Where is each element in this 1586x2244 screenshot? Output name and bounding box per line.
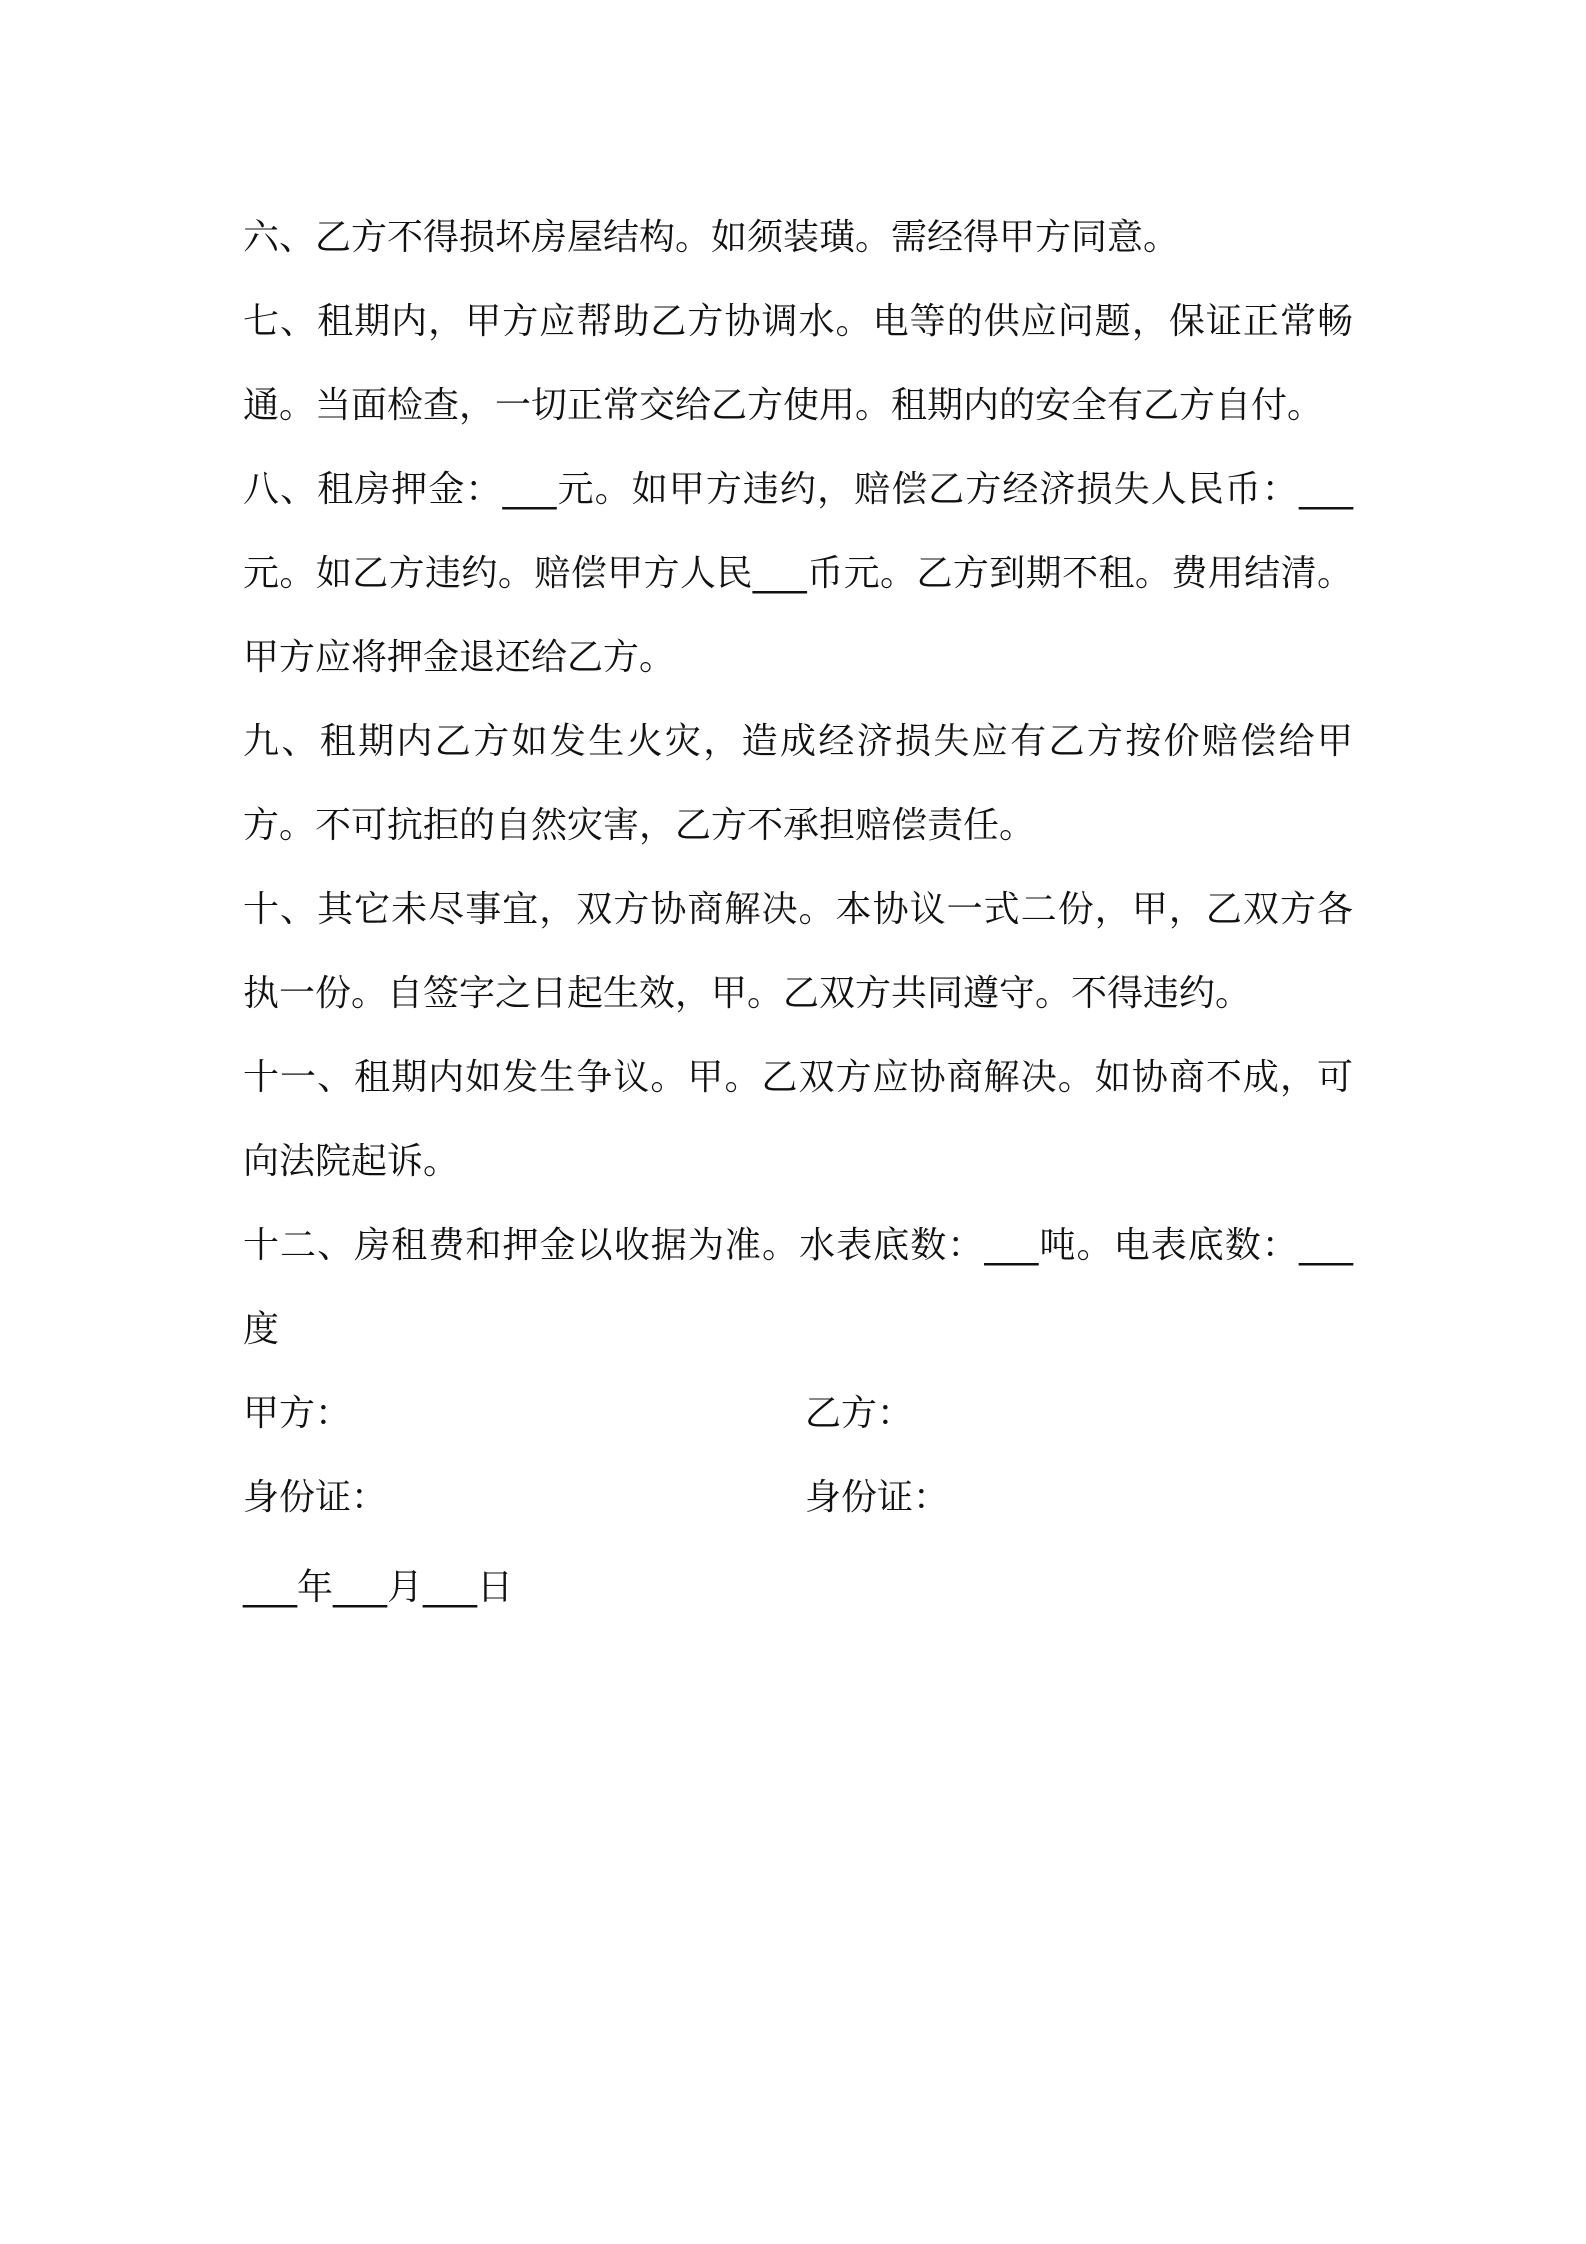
clause-6: 六、乙方不得损坏房屋结构。如须装璜。需经得甲方同意。: [243, 217, 1180, 258]
clause-8: 八、租房押金：___元。如甲方违约，赔偿乙方经济损失人民币：___元。如乙方违约。赔偿甲方人民___币元。乙方到期不租。费用结清。甲方应将押金退还给乙方。: [243, 469, 1353, 678]
id-signature-row: [243, 1456, 1353, 1540]
id-b-label: 身份证：: [805, 1477, 950, 1518]
party-a-label: 甲方：: [243, 1393, 352, 1434]
clause-10: 十、其它未尽事宜，双方协商解决。本协议一式二份，甲，乙双方各执一份。自签字之日起生效，甲。乙双方共同遵守。不得违约。: [243, 889, 1353, 1014]
party-signature-row: [243, 1372, 1353, 1456]
date-line: ___年___月___日: [243, 1567, 514, 1608]
contract-body: [243, 196, 1353, 1630]
clause-7: 七、租期内，甲方应帮助乙方协调水。电等的供应问题，保证正常畅通。当面检查，一切正常交给乙方使用。租期内的安全有乙方自付。: [243, 301, 1353, 426]
id-a-label: 身份证：: [243, 1477, 388, 1518]
clause-12: 十二、房租费和押金以收据为准。水表底数：___吨。电表底数：___度: [243, 1225, 1353, 1350]
party-b-label: 乙方：: [805, 1393, 914, 1434]
clause-9: 九、租期内乙方如发生火灾，造成经济损失应有乙方按价赔偿给甲方。不可抗拒的自然灾害，乙方不承担赔偿责任。: [243, 721, 1353, 846]
clause-11: 十一、租期内如发生争议。甲。乙双方应协商解决。如协商不成，可向法院起诉。: [243, 1057, 1353, 1182]
